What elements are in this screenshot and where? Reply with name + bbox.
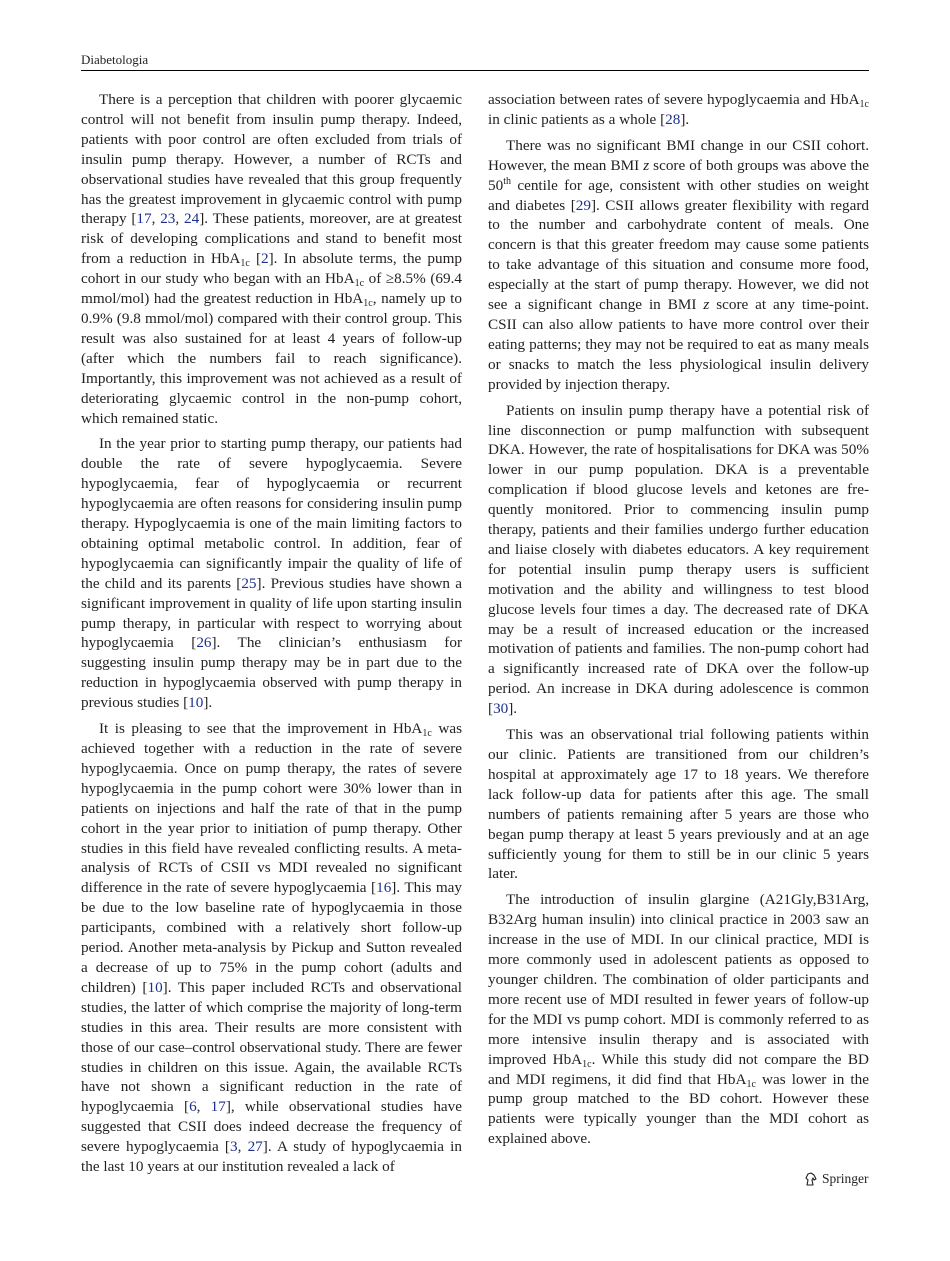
running-header	[81, 50, 869, 71]
text: association between rates of severe hypoglycaemia and HbA	[488, 91, 860, 108]
publisher-name: Springer	[822, 1171, 869, 1186]
text: This was an observational trial following patients within our clinic. Patients are transitioned from our children’s hospital at approximately age 17 to 18 years. We therefore lack follow-up data for patients after this age. The small numbers of patients remaining after 5 years are those who began pump therapy at least 5 years previously and at an age sufficiently young for them to still be in our clinic 5 years later.	[488, 726, 869, 883]
text: It is pleasing to see that the improvement in HbA	[99, 720, 423, 738]
reference-link[interactable]: 10	[147, 978, 163, 996]
superscript: th	[503, 175, 511, 187]
text: score at any time-point. CSII can also allow patients to have more control over their eating patterns; they may not be required to eat as many meals or snacks to match the less physiological insulin delivery provided by injection therapy.	[488, 296, 869, 393]
reference-link[interactable]: 6	[189, 1098, 197, 1116]
paragraph	[81, 434, 462, 713]
subscript: 1c	[746, 1078, 756, 1090]
text: , namely up to 0.9% (9.8 mmol/mol) compared with their control group. This result was also sustained for at least 4 years of follow-up (after which the numbers fail to reach significance). Importantly, this improvement was not achieved as a result of deteriorating glycaemic control in the non-pump cohort, which remained static.	[81, 290, 463, 427]
paragraph	[488, 136, 869, 395]
italic-z: z	[703, 296, 710, 314]
text: . While this study did not compare the BD and MDI regimens, it did find that HbA	[488, 1050, 869, 1088]
text: score of both groups was above the 50	[488, 156, 869, 194]
text: of ≥8.5% (69.4 mmol/mol) had the greatest reduction in HbA	[81, 270, 462, 308]
text: in clinic patients as a whole [	[488, 110, 666, 128]
reference-link[interactable]: 17	[136, 210, 152, 228]
text: ]. In absolute terms, the pump cohort in our study who began with an HbA	[81, 250, 462, 288]
italic-z: z	[643, 156, 650, 174]
springer-horse-icon	[803, 1171, 819, 1187]
reference-link[interactable]: 25	[241, 574, 257, 592]
text: was lower in the pump group matched to the BD cohort. However these patients were typically younger than the MDI cohort as explained above.	[488, 1070, 869, 1148]
text: ], while observational studies have suggested that CSII does indeed decrease the frequency of severe hypoglycaemia [	[81, 1098, 462, 1156]
reference-link[interactable]: 30	[493, 700, 509, 718]
text: ].	[508, 700, 518, 718]
paragraph	[488, 401, 869, 720]
subscript: 1c	[354, 278, 365, 290]
text: Patients on insulin pump therapy have a potential risk of line disconnection or pump malfunction with subsequent DKA. However, the rate of hospitalisations for DKA was 50% lower in our pump population. DKA is a preventable complication if blood glucose levels and ketones are frequently monitored. Prior to commencing insulin pump therapy, patients and their families undergo further education and liaise closely with diabetes educators. A key requirement for potential insulin pump therapy users is sufficient motivation and the ability and willingness to test blood glucose levels four times a day. The decreased rate of DKA may be a result of increased education or the increased motivation of patients and families. The non-pump cohort had a significantly increased rate of DKA over the follow-up period. An increase in DKA during adolescence is common [	[488, 401, 869, 718]
paragraph: There is a perception that children with poorer glycaemic control will not benefit from insulin pump therapy. Indeed, patients with poor control are often excluded from trials of insulin pump therapy. However, a number of RCTs and observational studies have revealed that this group frequently has the greatest improvement in glycaemic control with pump therapy [17, 23, 24]. These patients, moreover, are at greatest risk of developing complications and stand to benefit most from a reduction in HbA$_{1c}$ [2]. In absolute terms, the pump cohort in our study who began with an HbA$_{1c}$ of ≥8.5% (69.4 mmol/mol) had the greatest reduction in HbA$_{1c}$, namely up to 0.9% (9.8 mmol/mol) compared with their control group. This result was also sustained for at least 4 years of follow-up (after which the numbers fail to reach significance). Importantly, this improvement was not achieved as a result of deteriorating glycaemic control in the non-pump cohort, which remained static.	[81, 91, 463, 427]
reference-link[interactable]: 29	[575, 196, 591, 214]
journal-name: Diabetologia	[81, 52, 149, 67]
text: ].	[203, 694, 213, 712]
text: ]. CSII allows greater flexibility with regard to the number and carbohydrate content of meals. One concern is that this greater freedom may cause some patients to take advantage of this situation and consume more food, especially at the start of pump therapy. However, we did not see a significant change in BMI	[488, 196, 869, 314]
paragraph	[488, 725, 869, 884]
reference-link[interactable]: 26	[196, 634, 212, 652]
text: ].	[680, 110, 690, 128]
reference-link[interactable]: 27	[247, 1138, 263, 1156]
text: ]. These patients, moreover, are at greatest risk of developing complications and stand to benefit most from a reduction in HbA	[81, 210, 463, 268]
reference-link[interactable]: 24	[184, 210, 200, 228]
paragraph: It is pleasing to see that the improvement in HbA$_{1c}$ was achieved together with a reduction in the rate of severe hypoglycaemia. Once on pump therapy, the rates of severe hypoglycaemia in the pump cohort were 30% lower than in patients on injections and half the rate of that in the pump cohort in the year prior to initiation of pump therapy. Other studies in this field have revealed conflicting results. A meta-analysis of RCTs of CSII vs MDI revealed no significant difference in the rate of severe hypoglycaemia [16]. This may be due to the low baseline rate of hypoglycaemia in those participants, combined with a relatively short follow-up period. Another meta-analysis by Pickup and Sutton revealed a decrease of up to 75% in the pump cohort (adults and children) [10]. This paper included RCTs and observational studies, the latter of which comprise the majority of long-term studies in this area. Their results are more consistent with those of our case–control observational study. There are fewer studies in children on this issue. Again, the available RCTs have not shown a significant reduction in the rate of hypoglycaemia [6, 17], while observational studies have suggested that CSII does indeed decrease the frequency of severe hypoglycaemia [3, 27]. A study of hypoglycaemia in the last 10 years at our institution revealed a lack of	[81, 720, 463, 1176]
subscript: 1c	[363, 298, 373, 310]
text: ]. Previous studies have shown a significant improvement in quality of life upon starting insulin pump therapy, in particular with respect to worrying about hypoglycaemia [	[81, 574, 462, 652]
reference-link[interactable]: 3	[230, 1138, 238, 1156]
publisher-footer	[803, 1168, 869, 1190]
reference-link[interactable]: 2	[261, 250, 269, 268]
text: ]. This may be due to the low baseline rate of hypoglycaemia in those participants, combined with a relatively short follow-up period. Another meta-analysis by Pickup and Sutton revealed a decrease of up to 75% in the pump cohort (adults and children) [	[81, 879, 463, 996]
reference-link[interactable]: 23	[160, 210, 176, 228]
text: The introduction of insulin glargine (A21Gly,B31Arg, B32Arg human insulin) into clinical practice in 2003 saw an increase in the use of MDI. In our clinical practice, MDI is more commonly used in adolescent patients as opposed to younger children. The combination of older participants and more recent use of MDI resulted in fewer years of follow-up for the MDI vs pump cohort. MDI is commonly referred to as more intensive insulin therapy and is associated with improved HbA	[488, 891, 869, 1068]
subscript: 1c	[859, 99, 869, 110]
text: There was no significant BMI change in our CSII cohort. However, the mean BMI	[488, 136, 869, 174]
left-column	[81, 90, 462, 1183]
reference-link[interactable]: 10	[188, 694, 204, 712]
text: There is a perception that children with poorer glycaemic control will not benefit from insulin pump therapy. Indeed, patients with poor control are often excluded from trials of insulin pump therapy. However, a number of RCTs and observational studies have revealed that this group frequently has the greatest improvement in glycaemic control with pump therapy [	[81, 91, 462, 228]
paragraph	[488, 890, 869, 1149]
text: ]. A study of hypoglycaemia in the last 10 years at our institution revealed a lack of	[81, 1138, 462, 1176]
text: was achieved together with a reduction in the rate of severe hypoglycaemia. Once on pump therapy, the rates of severe hypoglycaemia in the pump cohort were 30% lower than in patients on injections and half the rate of that in the pump cohort in the year prior to initiation of pump therapy. Other studies in this field have revealed conflicting results. A meta-analysis of RCTs of CSII vs MDI revealed no significant difference in the rate of severe hypoglycaemia [	[81, 720, 462, 897]
subscript: 1c	[240, 258, 250, 270]
right-column	[488, 90, 869, 1155]
paragraph	[488, 90, 869, 130]
text: In the year prior to starting pump therapy, our patients had double the rate of severe hypoglycaemia. Severe hypoglycaemia, fear of hypoglycaemia or recurrent hypoglycaemia are often reasons for considering insulin pump therapy. Hypoglycaemia is one of the main limiting factors to obtaining optimal metabolic control. In addition, fear of hypoglycaemia can significantly impair the quality of life of the child and its parents [	[81, 435, 462, 592]
reference-link[interactable]: 28	[665, 110, 681, 128]
text: ]. This paper included RCTs and observational studies, the latter of which comprise the majority of long-term studies in this area. Their results are more consistent with those of our case–control observational study. There are fewer studies in children on this issue. Again, the available RCTs have not shown a significant reduction in the rate of hypoglycaemia [	[81, 978, 462, 1116]
subscript: 1c	[582, 1058, 592, 1070]
text: ]. The clinician’s enthusiasm for suggesting insulin pump therapy may be in part due to the reduction in hypoglycaemia observed with pump therapy in previous studies [	[81, 634, 463, 712]
text: centile for age, consistent with other studies on weight and diabetes [	[488, 176, 869, 214]
subscript: 1c	[422, 728, 432, 740]
reference-link[interactable]: 17	[210, 1098, 226, 1116]
reference-link[interactable]: 16	[376, 879, 392, 897]
